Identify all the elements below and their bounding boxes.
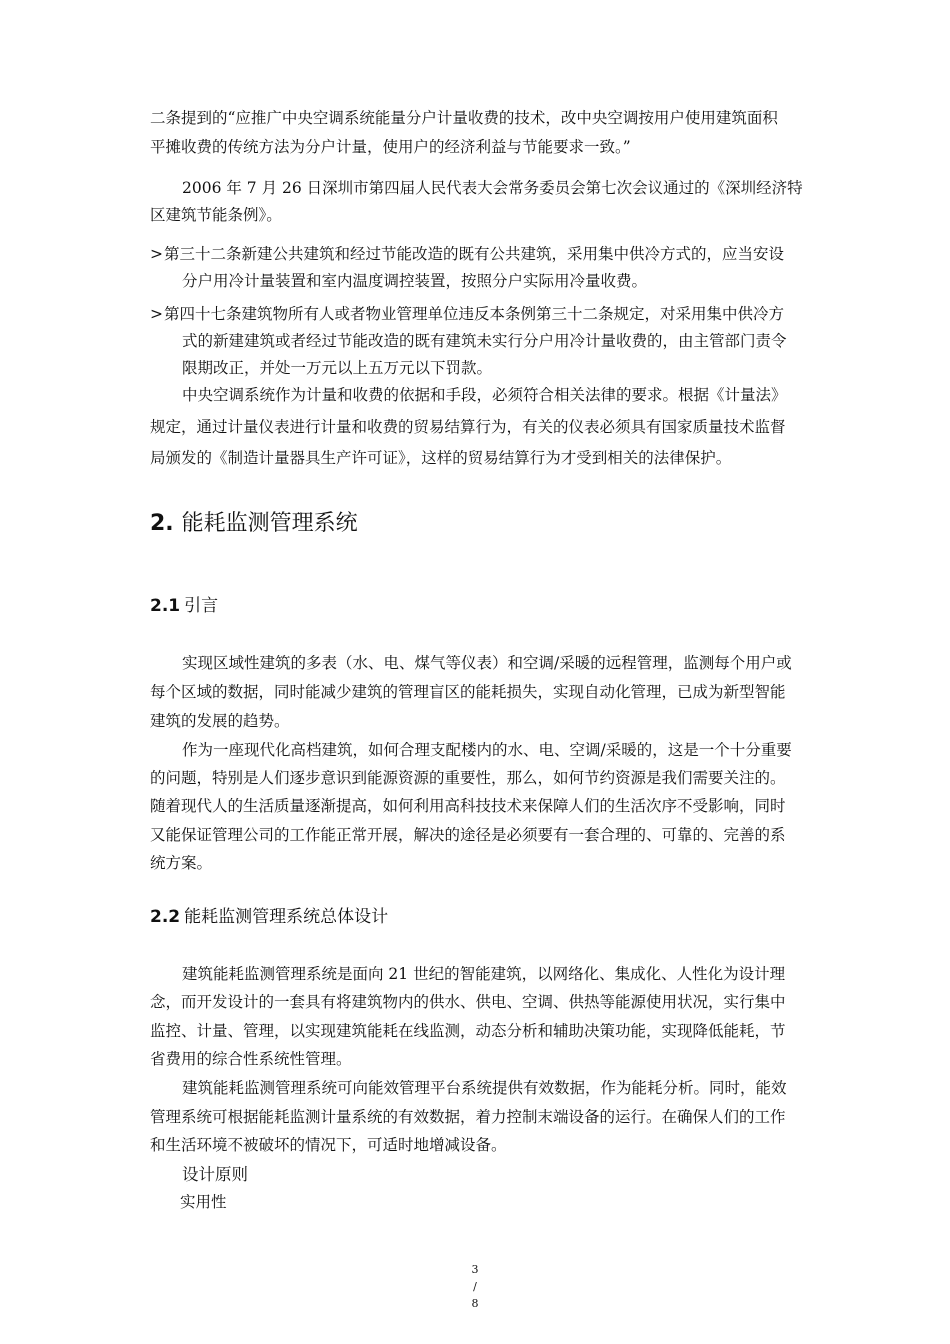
section-2-number: 2. bbox=[150, 511, 174, 536]
law-paragraph-line-1: 中央空调系统作为计量和收费的依据和手段，必须符合相关法律的要求。根据《计量法》 bbox=[182, 386, 787, 404]
bullet-continuation: 分户用冷计量装置和室内温度调控装置，按照分户实际用冷量收费。 bbox=[182, 272, 648, 290]
page-number-current: 3 bbox=[471, 1263, 479, 1276]
section-2-2-paragraph-2-line: 管理系统可根据能耗监测计量系统的有效数据，着力控制末端设备的运行。在确保人们的工作 bbox=[150, 1108, 786, 1126]
page-number-separator: / bbox=[473, 1280, 477, 1293]
section-2-1-paragraph-1-line: 每个区域的数据，同时能减少建筑的管理盲区的能耗损失，实现自动化管理，已成为新型智能 bbox=[150, 683, 786, 701]
section-2-2-paragraph-1-line: 念，而开发设计的一套具有将建筑物内的供水、供电、空调、供热等能源使用状况，实行集中 bbox=[150, 993, 786, 1011]
section-2-heading bbox=[150, 510, 358, 538]
section-2-1-paragraph-1-line: 建筑的发展的趋势。 bbox=[150, 712, 290, 730]
section-2-1-paragraph-2-line: 的问题，特别是人们逐步意识到能源资源的重要性，那么，如何节约资源是我们需要关注的。 bbox=[150, 769, 786, 787]
section-2-2-paragraph-1-line: 监控、计量、管理，以实现建筑能耗在线监测，动态分析和辅助决策功能，实现降低能耗，节 bbox=[150, 1022, 786, 1040]
bullet-item bbox=[150, 304, 784, 324]
section-2-2-number: 2.2 bbox=[150, 907, 181, 927]
law-paragraph-line-3: 局颁发的《制造计量器具生产许可证》，这样的贸易结算行为才受到相关的法律保护。 bbox=[150, 449, 732, 467]
intro-paragraph-1-line-1: 二条提到的“应推广中央空调系统能量分户计量收费的技术，改中央空调按用户使用建筑面积 bbox=[150, 109, 778, 127]
section-2-1-paragraph-2-line: 又能保证管理公司的工作能正常开展，解决的途径是必须要有一套合理的、可靠的、完善的系 bbox=[150, 826, 786, 844]
intro-paragraph-1-line-2: 平摊收费的传统方法为分户计量，使用户的经济利益与节能要求一致。” bbox=[150, 138, 631, 156]
section-2-2-heading bbox=[150, 906, 388, 928]
section-2-1-paragraph-1-line: 实现区域性建筑的多表（水、电、煤气等仪表）和空调/采暖的远程管理，监测每个用户或 bbox=[182, 654, 792, 672]
bullet-continuation: 式的新建建筑或者经过节能改造的既有建筑未实行分户用冷计量收费的，由主管部门责令 bbox=[182, 332, 787, 350]
section-2-title: 能耗监测管理系统 bbox=[181, 511, 358, 536]
section-2-1-heading bbox=[150, 595, 218, 617]
section-2-1-title: 引言 bbox=[184, 596, 219, 616]
design-principles-label: 设计原则 bbox=[182, 1165, 248, 1184]
section-2-1-number: 2.1 bbox=[150, 596, 181, 616]
intro-paragraph-2-line-2: 区建筑节能条例》。 bbox=[150, 206, 282, 224]
section-2-1-paragraph-2-line: 统方案。 bbox=[150, 854, 213, 872]
section-2-2-title: 能耗监测管理系统总体设计 bbox=[184, 907, 389, 927]
bullet-marker: > bbox=[150, 305, 163, 323]
bullet-text: 第四十七条建筑物所有人或者物业管理单位违反本条例第三十二条规定，对采用集中供冷方 bbox=[164, 305, 785, 323]
section-2-2-paragraph-1-line: 省费用的综合性系统性管理。 bbox=[150, 1050, 352, 1068]
bullet-marker: > bbox=[150, 245, 163, 263]
bullet-continuation: 限期改正，并处一万元以上五万元以下罚款。 bbox=[182, 359, 493, 377]
page-number-total: 8 bbox=[471, 1297, 479, 1310]
practicality-label: 实用性 bbox=[180, 1193, 227, 1211]
section-2-1-paragraph-2-line: 随着现代人的生活质量逐渐提高，如何利用高科技技术来保障人们的生活次序不受影响，同时 bbox=[150, 797, 786, 815]
law-paragraph-line-2: 规定，通过计量仪表进行计量和收费的贸易结算行为，有关的仪表必须具有国家质量技术监督 bbox=[150, 418, 786, 436]
bullet-item bbox=[150, 244, 784, 264]
section-2-2-paragraph-2-line: 和生活环境不被破坏的情况下，可适时地增减设备。 bbox=[150, 1136, 507, 1154]
section-2-2-paragraph-1-line: 建筑能耗监测管理系统是面向 21 世纪的智能建筑，以网络化、集成化、人性化为设计理 bbox=[182, 965, 786, 983]
bullet-text: 第三十二条新建公共建筑和经过节能改造的既有公共建筑，采用集中供冷方式的，应当安设 bbox=[164, 245, 785, 263]
section-2-1-paragraph-2-line: 作为一座现代化高档建筑，如何合理支配楼内的水、电、空调/采暖的，这是一个十分重要 bbox=[182, 741, 792, 759]
intro-paragraph-2-line-1: 2006 年 7 月 26 日深圳市第四届人民代表大会常务委员会第七次会议通过的《深圳经济特 bbox=[182, 179, 803, 197]
section-2-2-paragraph-2-line: 建筑能耗监测管理系统可向能效管理平台系统提供有效数据，作为能耗分析。同时，能效 bbox=[182, 1079, 787, 1097]
